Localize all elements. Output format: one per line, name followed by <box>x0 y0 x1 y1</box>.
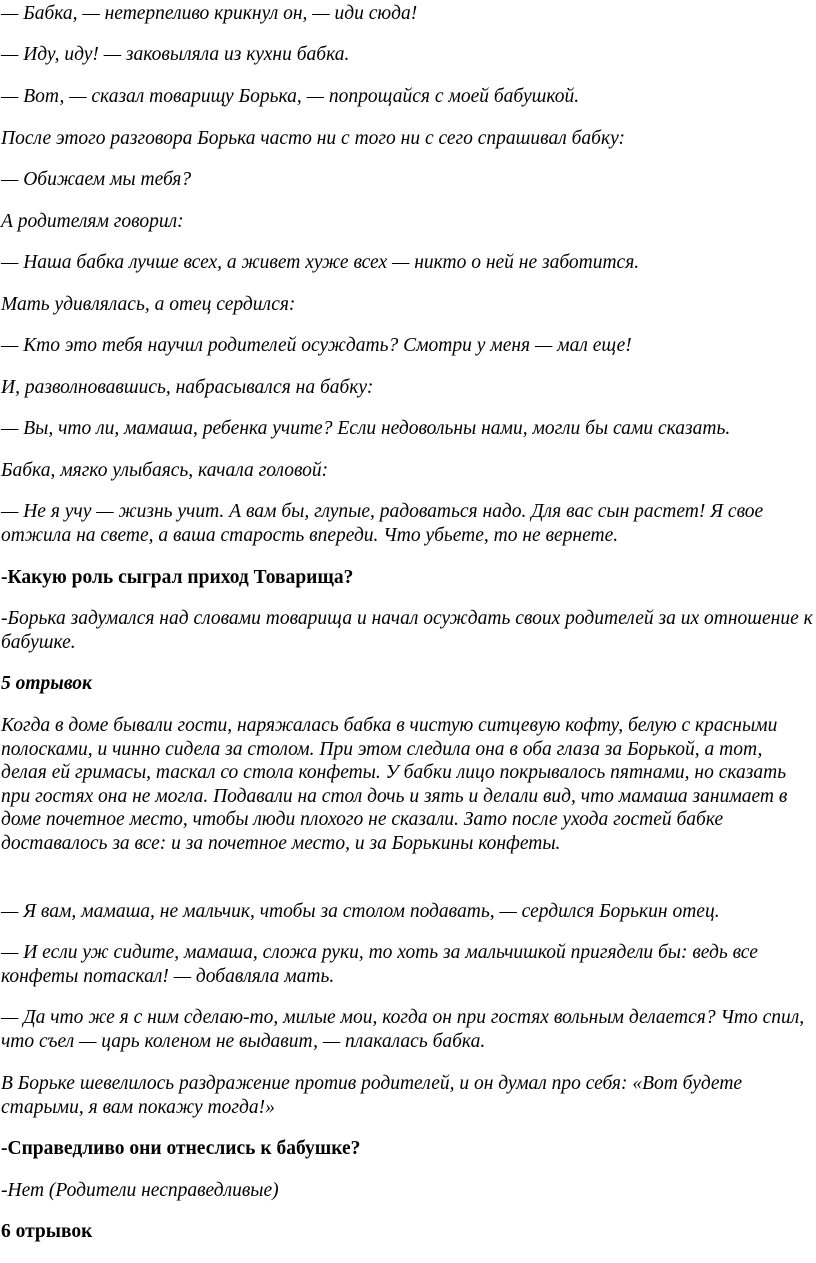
paragraph-5: — Обижаем мы тебя? <box>1 169 192 190</box>
paragraph-14: Когда в доме бывали гости, наряжалась бабка в чистую ситцевую кофту, белую с красными полосками, и чинно сидела за столом. При этом следила она в оба глаза за Борькой, а тот, делая ей гримасы, таскал со стола конфеты. У бабки лицо покрывалось пятнами, но сказать при гостях она не могла. Подавали на стол дочь и зять и делали вид, что мамаша занимает в доме почетное место, чтобы люди плохого не сказали. Зато после ухода гостей бабке доставалось за все: и за почетное место, и за Борькины конфеты. <box>1 715 788 854</box>
answer-1: -Борька задумался над словами товарища и начал осуждать своих родителей за их отношение к бабушке. <box>1 608 813 653</box>
paragraph-3: — Вот, — сказал товарищу Борька, — попрощайся с моей бабушкой. <box>1 86 580 107</box>
paragraph-11: — Вы, что ли, мамаша, ребенка учите? Если недовольны нами, могли бы сами сказать. <box>1 418 731 439</box>
paragraph-8: Мать удивлялась, а отец сердился: <box>1 294 296 315</box>
question-2: -Справедливо они отнеслись к бабушке? <box>1 1138 361 1159</box>
paragraph-4: После этого разговора Борька часто ни с того ни с сего спрашивал бабку: <box>1 128 625 149</box>
paragraph-2: — Иду, иду! — заковыляла из кухни бабка. <box>1 44 350 65</box>
paragraph-6: А родителям говорил: <box>1 211 184 232</box>
paragraph-12: Бабка, мягко улыбаясь, качала головой: <box>1 460 329 481</box>
question-1: -Какую роль сыграл приход Товарища? <box>1 567 354 588</box>
paragraph-13: — Не я учу — жизнь учит. А вам бы, глупые, радоваться надо. Для вас сын растет! Я свое отжила на свете, а ваша старость впереди. Что убьете, то не вернете. <box>1 501 764 546</box>
paragraph-15: — Я вам, мамаша, не мальчик, чтобы за столом подавать, — сердился Борькин отец. <box>1 901 720 922</box>
paragraph-18: В Борьке шевелилось раздражение против родителей, и он думал про себя: «Вот будете старыми, я вам покажу тогда!» <box>1 1073 743 1118</box>
paragraph-9: — Кто это тебя научил родителей осуждать? Смотри у меня — мал еще! <box>1 335 632 356</box>
paragraph-7: — Наша бабка лучше всех, а живет хуже всех — никто о ней не заботится. <box>1 252 640 273</box>
paragraph-17: — Да что же я с ним сделаю-то, милые мои, когда он при гостях вольным делается? Что спил, что съел — царь коленом не выдавит, — плакалась бабка. <box>1 1007 805 1052</box>
answer-2: -Нет (Родители несправедливые) <box>1 1180 279 1201</box>
section-heading-5: 5 отрывок <box>1 673 92 694</box>
paragraph-1: — Бабка, — нетерпеливо крикнул он, — иди сюда! <box>1 3 418 24</box>
paragraph-16: — И если уж сидите, мамаша, сложа руки, то хоть за мальчишкой пригядели бы: ведь все конфеты потаскал! — добавляла мать. <box>1 942 758 987</box>
paragraph-10: И, разволновавшись, набрасывался на бабку: <box>1 377 374 398</box>
section-heading-6: 6 отрывок <box>1 1221 93 1242</box>
